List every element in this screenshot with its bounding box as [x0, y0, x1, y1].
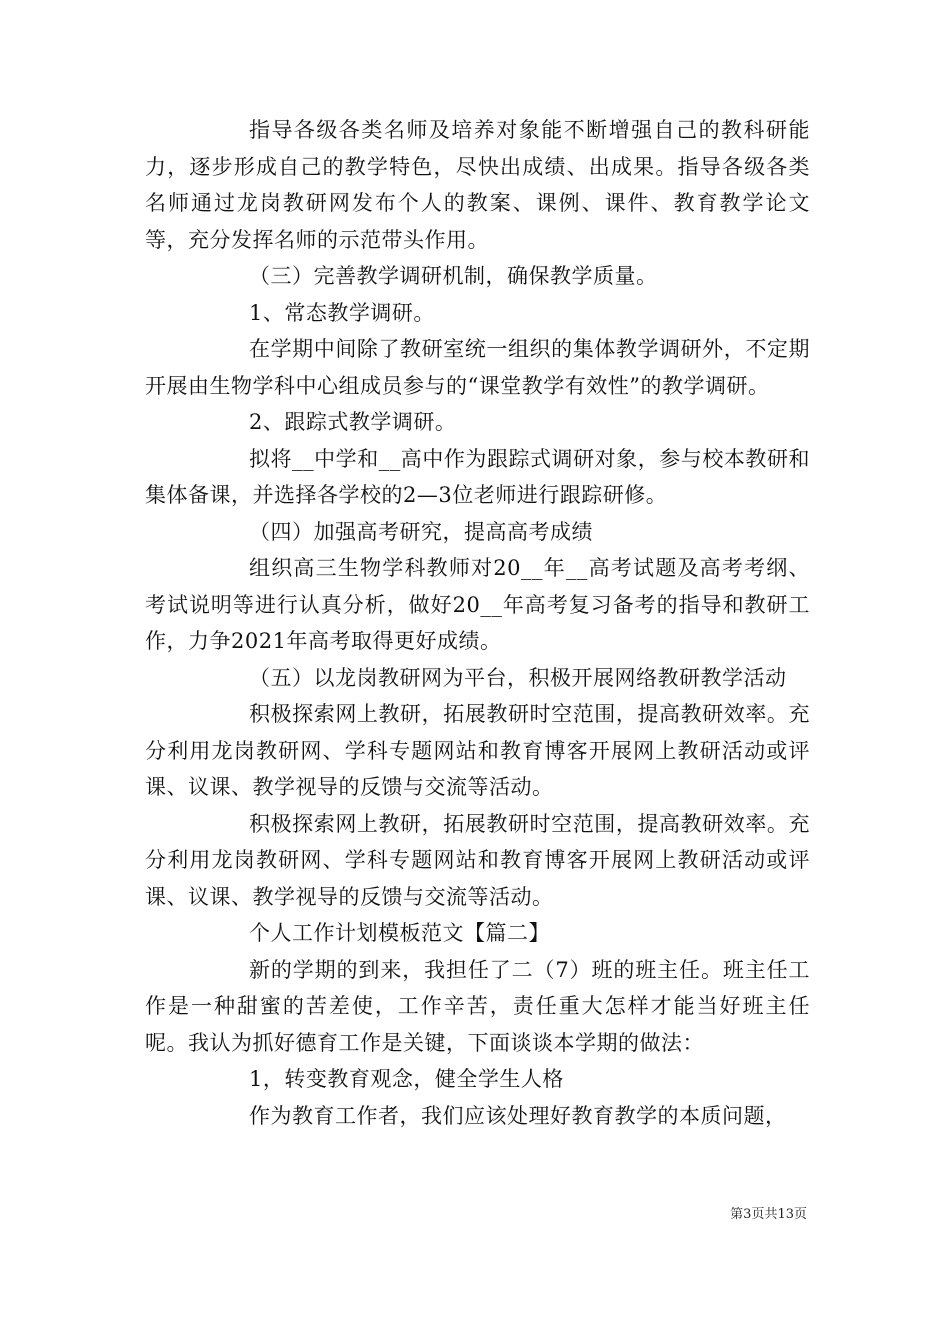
paragraph: 在学期中间除了教研室统一组织的集体教学调研外，不定期开展由生物学科中心组成员参与的“课堂教学有效性”的教学调研。 [145, 337, 810, 398]
article-title: 个人工作计划模板范文【篇二】 [249, 921, 550, 945]
section-heading: （三）完善教学调研机制，确保教学质量。 [249, 264, 658, 288]
document-body [145, 112, 810, 1134]
paragraph: 新的学期的到来，我担任了二（7）班的班主任。班主任工作是一种甜蜜的苦差使，工作辛苦，责任重大怎样才能当好班主任呢。我认为抓好德育工作是关键，下面谈谈本学期的做法： [145, 957, 810, 1055]
paragraph: 积极探索网上教研，拓展教研时空范围，提高教研效率。充分利用龙岗教研网、学科专题网站和教育博客开展网上教研活动或评课、议课、教学视导的反馈与交流等活动。 [145, 811, 810, 909]
page-number: 第3页共13页 [730, 1207, 807, 1222]
subsection-heading: 2、跟踪式教学调研。 [249, 410, 457, 434]
section-heading: （四）加强高考研究，提高高考成绩 [249, 519, 593, 544]
paragraph: 指导各级各类名师及培养对象能不断增强自己的教科研能力，逐步形成自己的教学特色，尽快出成绩、出成果。指导各级各类名师通过龙岗教研网发布个人的教案、课例、课件、教育教学论文等，充分发挥名师的示范带头作用。 [145, 118, 810, 252]
paragraph: 组织高三生物学科教师对20__年__高考试题及高考考纲、考试说明等进行认真分析，做好20__年高考复习备考的指导和教研工作，力争2021年高考取得更好成绩。 [145, 556, 810, 653]
paragraph: 积极探索网上教研，拓展教研时空范围，提高教研效率。充分利用龙岗教研网、学科专题网站和教育博客开展网上教研活动或评课、议课、教学视导的反馈与交流等活动。 [145, 702, 810, 799]
paragraph: 拟将__中学和__高中作为跟踪式调研对象，参与校本教研和集体备课，并选择各学校的2—3位老师进行跟踪研修。 [145, 446, 810, 507]
subsection-heading: 1，转变教育观念，健全学生人格 [249, 1067, 564, 1091]
subsection-heading: 1、常态教学调研。 [249, 300, 435, 325]
section-heading: （五）以龙岗教研网为平台，积极开展网络教研教学活动 [249, 665, 787, 690]
paragraph: 作为教育工作者，我们应该处理好教育教学的本质问题， [249, 1103, 787, 1128]
